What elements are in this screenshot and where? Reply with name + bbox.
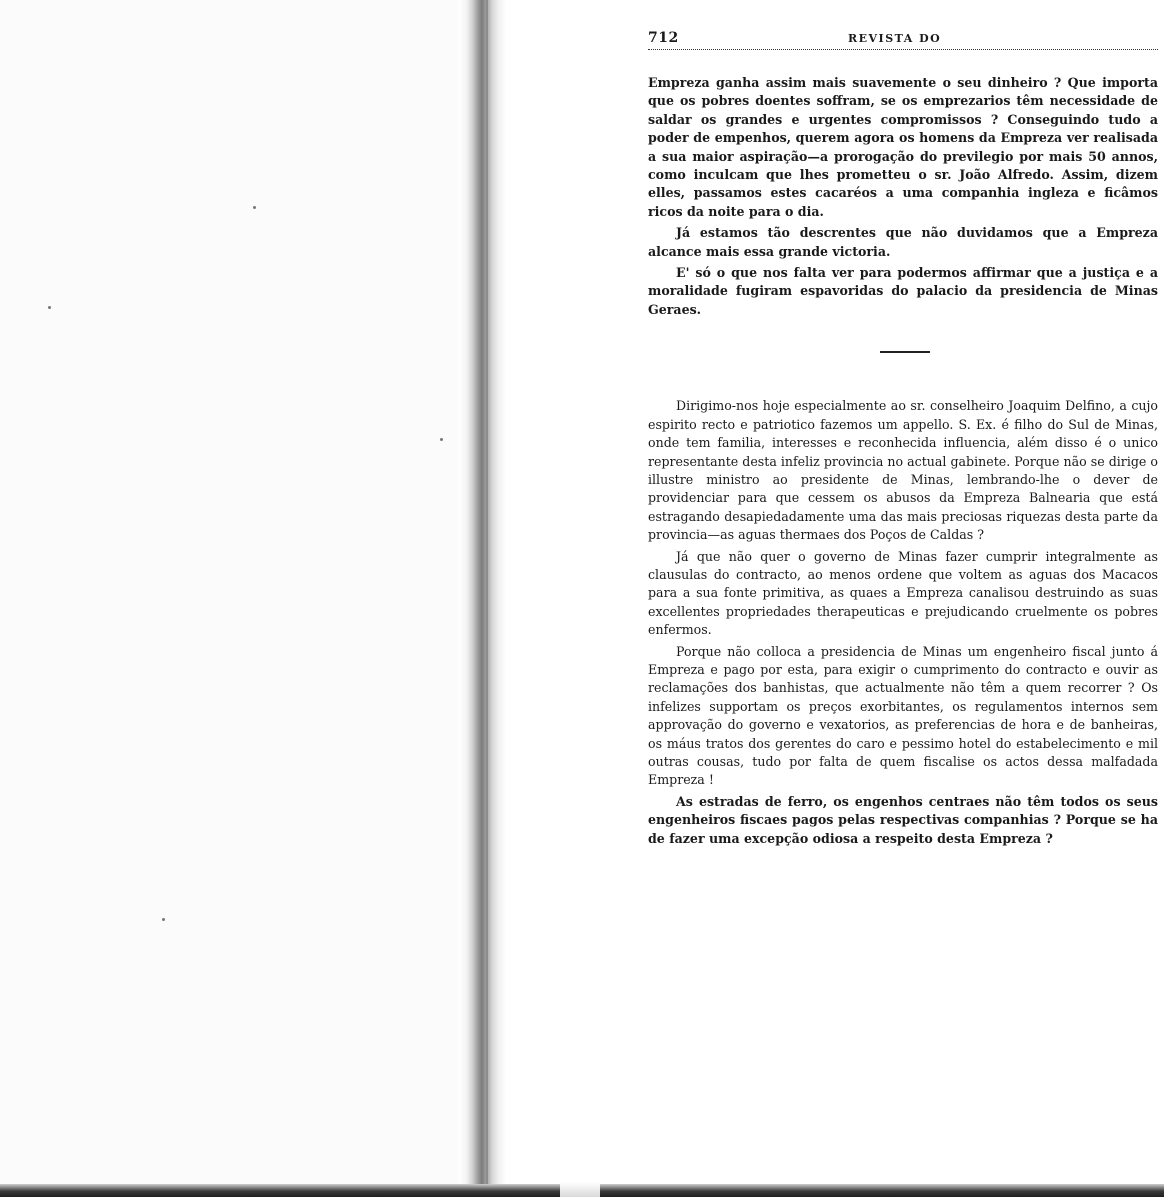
- blank-left-page: [0, 0, 460, 1197]
- article-new-section: [648, 397, 1158, 848]
- section-separator: [880, 351, 930, 353]
- article-end-section: [648, 74, 1158, 319]
- header-rule: [648, 49, 1158, 50]
- paragraph: Empreza ganha assim mais suavemente o seu dinheiro ? Que importa que os pobres doentes soffram, se os emprezarios têm necessidade de saldar os grandes e urgentes compromissos ? Conseguindo tudo a poder de empenhos, querem agora os homens da Empreza ver realisada a sua maior aspiração—a prorogação do previlegio por mais 50 annos, como inculcam que lhes prometteu o sr. João Alfredo. Assim, dizem elles, passamos estes cacaréos a uma companhia ingleza e ficâmos ricos da noite para o dia.: [648, 75, 1158, 219]
- scan-speck: [440, 438, 443, 441]
- journal-title: REVISTA DO: [848, 32, 942, 45]
- paragraph: E' só o que nos falta ver para podermos affirmar que a justiça e a moralidade fugiram espavoridas do palacio da presidencia de Minas Geraes.: [648, 265, 1158, 317]
- paragraph: Porque não colloca a presidencia de Minas um engenheiro fiscal junto á Empreza e pago por esta, para exigir o cumprimento do contracto e ouvir as reclamações dos banhistas, que actualmente não têm a quem recorrer ? Os infelizes supportam os preços exorbitantes, os regulamentos internos sem approvação do governo e vexatorios, as preferencias de hora e de banheiras, os máus tratos dos gerentes do caro e pessimo hotel do estabelecimento e mil outras cousas, tudo por falta de quem fiscalise os actos dessa malfadada Empreza !: [648, 643, 1158, 788]
- scan-speck: [162, 918, 165, 921]
- scan-bottom-edge-gap: [560, 1182, 600, 1197]
- paragraph: As estradas de ferro, os engenhos centraes não têm todos os seus engenheiros fiscaes pagos pelas respectivas companhias ? Porque se ha de fazer uma excepção odiosa a respeito desta Empreza ?: [648, 793, 1158, 846]
- printed-page: [648, 28, 1158, 848]
- scan-speck: [253, 206, 256, 209]
- running-head: [648, 28, 1158, 50]
- paragraph: Já que não quer o governo de Minas fazer cumprir integralmente as clausulas do contracto, ao menos ordene que voltem as aguas dos Macacos para a sua fonte primitiva, as quaes a Empreza canalisou destruindo as suas excellentes propriedades therapeuticas e prejudicando cruelmente os pobres enfermos.: [648, 548, 1158, 638]
- paragraph: Dirigimo-nos hoje especialmente ao sr. conselheiro Joaquim Delfino, a cujo espirito recto e patriotico fazemos um appello. S. Ex. é filho do Sul de Minas, onde tem familia, interesses e reconhecida influencia, além disso é o unico representante desta infeliz provincia no actual gabinete. Porque não se dirige o illustre ministro ao presidente de Minas, lembrando-lhe o dever de providenciar para que cessem os abusos da Empreza Balnearia que está estragando desapiedadamente uma das mais preciosas riquezas desta parte da provincia—as aguas thermaes dos Poços de Caldas ?: [648, 398, 1158, 543]
- book-gutter-shadow: [458, 0, 506, 1197]
- paragraph: Já estamos tão descrentes que não duvidamos que a Empreza alcance mais essa grande victoria.: [648, 225, 1158, 259]
- page-number: 712: [648, 30, 679, 46]
- scan-speck: [48, 306, 51, 309]
- book-spine-line: [486, 0, 488, 1197]
